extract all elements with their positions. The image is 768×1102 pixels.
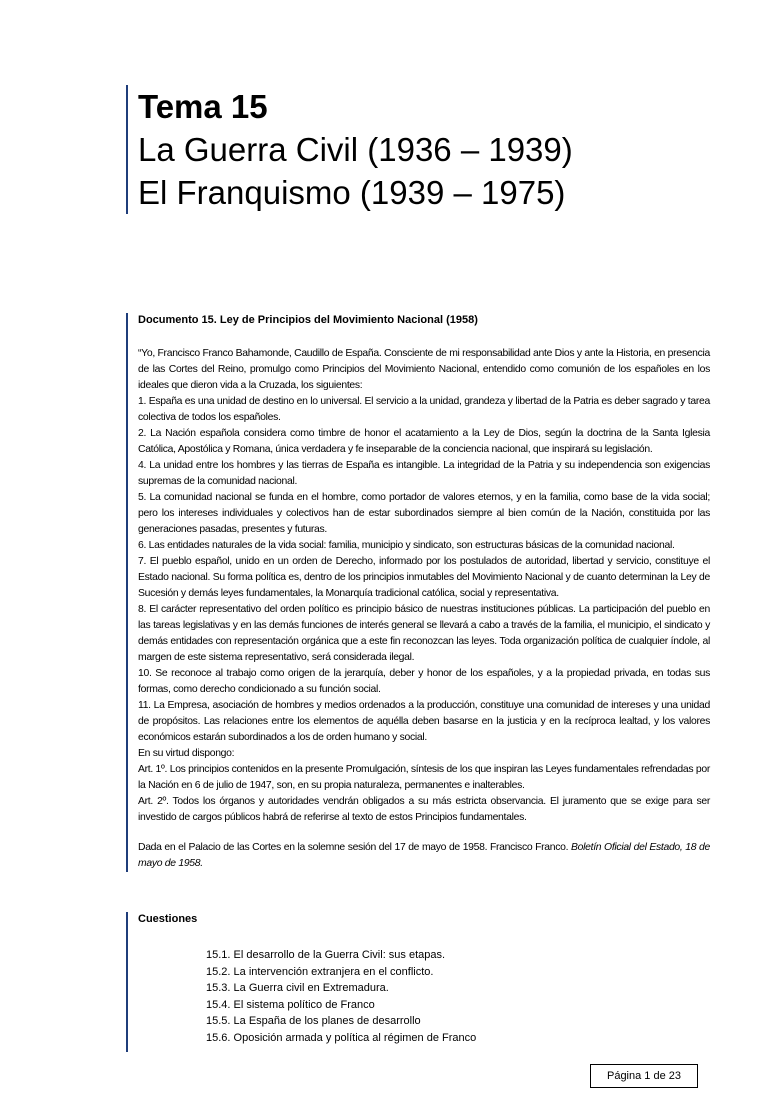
document-source: Boletín Oficial del Estado, 18 de mayo de 1958. bbox=[138, 842, 710, 869]
document-paragraph: 6. Las entidades naturales de la vida social: familia, municipio y sindicato, son estructuras básicas de la comunidad nacional. bbox=[138, 540, 675, 551]
document-paragraph: 1. España es una unidad de destino en lo universal. El servicio a la unidad, grandeza y libertad de la Patria es deber sagrado y tarea colectiva de todos los españoles. bbox=[138, 396, 710, 423]
source-document-section bbox=[126, 313, 710, 872]
document-paragraph: Art. 1º. Los principios contenidos en la presente Promulgación, síntesis de los que inspiran las Leyes fundamentales refrendadas por la Nación en 6 de julio de 1947, son, en su propia naturaleza, permanentes e inalterables. bbox=[138, 764, 710, 791]
page-number: Página 1 de 23 bbox=[590, 1064, 698, 1088]
document-paragraph: “Yo, Francisco Franco Bahamonde, Caudillo de España. Consciente de mi responsabilidad ante Dios y ante la Historia, en presencia de las Cortes del Reino, promulgo como Principios del Movimiento Nacional, entendido como comunión de los españoles en los ideales que dieron vida a la Cruzada, los siguientes: bbox=[138, 348, 710, 391]
document-heading: Documento 15. Ley de Principios del Movimiento Nacional (1958) bbox=[138, 314, 478, 326]
question-item: 15.2. La intervención extranjera en el conflicto. bbox=[206, 965, 434, 978]
question-item: 15.1. El desarrollo de la Guerra Civil: sus etapas. bbox=[206, 949, 446, 961]
document-paragraph: 2. La Nación española considera como timbre de honor el acatamiento a la Ley de Dios, según la doctrina de la Santa Iglesia Católica, Apostólica y Romana, única verdadera y fe inseparable de la conciencia nacional, que inspirará su legislación. bbox=[138, 428, 710, 455]
document-title-block bbox=[126, 85, 573, 214]
date-text: Dada en el Palacio de las Cortes en la solemne sesión del 17 de mayo de 1958. Francisco Franco. bbox=[138, 842, 572, 853]
document-body bbox=[138, 346, 710, 826]
document-paragraph: 11. La Empresa, asociación de hombres y medios ordenados a la producción, constituye una comunidad de intereses y una unidad de propósitos. Las relaciones entre los elementos de aquélla deben basarse en la justicia y en la recíproca lealtad, y los valores económicos estarán subordinados a los de orden humano y social. bbox=[138, 700, 710, 743]
question-item: 15.3. La Guerra civil en Extremadura. bbox=[206, 982, 389, 994]
document-paragraph: En su virtud dispongo: bbox=[138, 748, 235, 759]
document-paragraph: 10. Se reconoce al trabajo como origen de la jerarquía, deber y honor de los españoles, y a la propiedad privada, en todas sus formas, como derecho condicionado a su función social. bbox=[138, 668, 710, 695]
questions-heading: Cuestiones bbox=[138, 913, 198, 925]
document-paragraph: 5. La comunidad nacional se funda en el hombre, como portador de valores eternos, y en la familia, como base de la vida social; pero los intereses individuales y colectivos han de estar subordinados siempre al bien común de la Nación, constituida por las generaciones pasadas, presentes y futuras. bbox=[138, 492, 710, 535]
title-francoism: El Franquismo (1939 – 1975) bbox=[138, 174, 566, 211]
questions-list bbox=[138, 947, 710, 1046]
title-civil-war: La Guerra Civil (1936 – 1939) bbox=[138, 131, 573, 168]
question-item: 15.5. La España de los planes de desarrollo bbox=[206, 1015, 421, 1027]
content-flow bbox=[126, 313, 710, 1052]
title-topic-number: Tema 15 bbox=[138, 88, 268, 125]
question-item: 15.6. Oposición armada y política al régimen de Franco bbox=[206, 1031, 477, 1044]
document-paragraph: 4. La unidad entre los hombres y las tierras de España es intangible. La integridad de la Patria y su independencia son exigencias supremas de la comunidad nacional. bbox=[138, 460, 710, 487]
document-paragraph: 8. El carácter representativo del orden político es principio básico de nuestras instituciones públicas. La participación del pueblo en las tareas legislativas y en las demás funciones de interés general se llevará a cabo a través de la familia, el municipio, el sindicato y demás entidades con representación orgánica que a este fin reconozcan las leyes. Toda organización política de cualquier índole, al margen de este sistema representativo, será considerada ilegal. bbox=[138, 604, 710, 663]
document-paragraph: 7. El pueblo español, unido en un orden de Derecho, informado por los postulados de autoridad, libertad y servicio, constituye el Estado nacional. Su forma política es, dentro de los principios inmutables del Movimiento Nacional y de cuanto determinan la Ley de Sucesión y demás leyes fundamentales, la Monarquía tradicional católica, social y representativa. bbox=[138, 556, 710, 599]
document-paragraph: Art. 2º. Todos los órganos y autoridades vendrán obligados a su más estricta observancia. El juramento que se exige para ser investido de cargos públicos habrá de referirse al texto de estos Principios fundamentales. bbox=[138, 796, 710, 823]
questions-section bbox=[126, 912, 710, 1052]
question-item: 15.4. El sistema político de Franco bbox=[206, 998, 375, 1011]
document-date-line bbox=[138, 840, 710, 872]
